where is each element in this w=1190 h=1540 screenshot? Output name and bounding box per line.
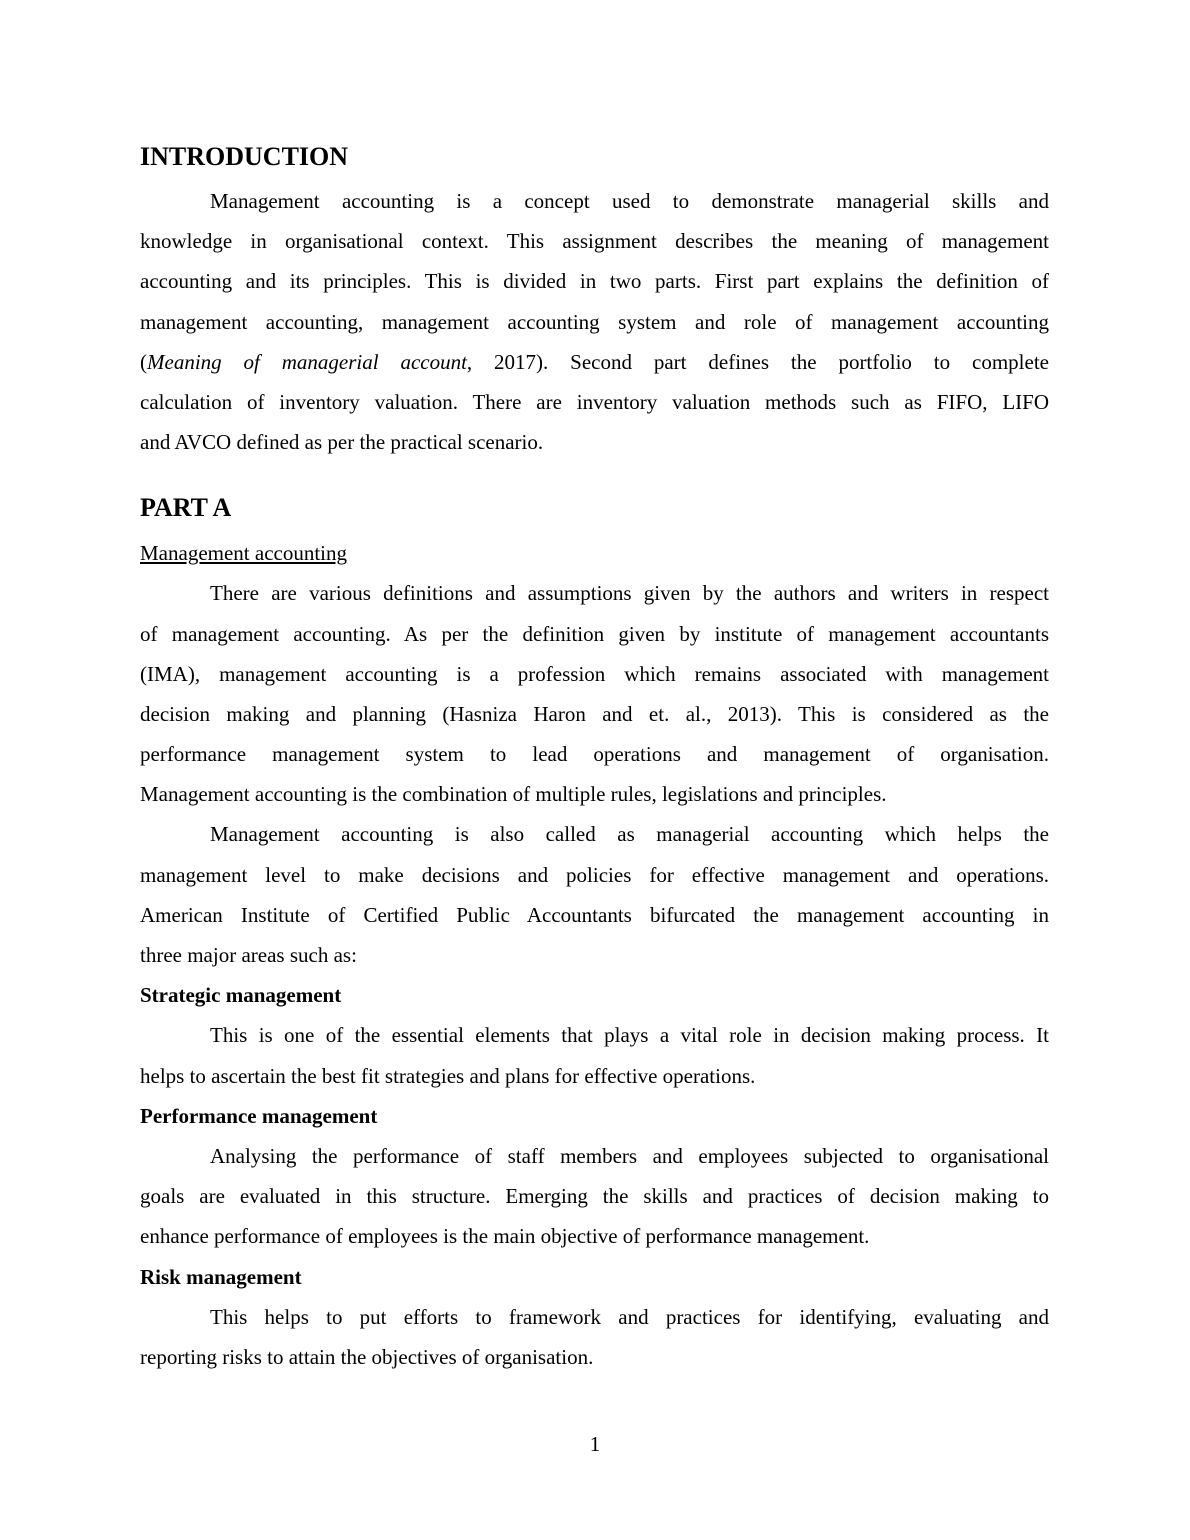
text-line: American Institute of Certified Public Accountants bifurcated the management accounting in <box>140 902 1049 927</box>
text-line: Management accounting is the combination of multiple rules, legislations and principles. <box>140 782 887 807</box>
introduction-paragraph <box>140 181 1049 462</box>
text-line: Management accounting is a concept used to demonstrate managerial skills and <box>210 189 1049 213</box>
text-line: three major areas such as: <box>140 943 357 967</box>
section-title: Risk management <box>140 1264 302 1289</box>
text-line: and AVCO defined as per the practical scenario. <box>140 430 544 455</box>
management-accounting-subheading: Management accounting <box>140 541 348 566</box>
document-page <box>140 137 1049 1377</box>
text-line: Analysing the performance of staff members and employees subjected to organisational <box>210 1143 1049 1168</box>
section-title: Strategic management <box>140 983 342 1008</box>
citation-title: Meaning of managerial account <box>147 349 467 374</box>
text-line: helps to ascertain the best fit strategies and plans for effective operations. <box>140 1063 756 1088</box>
text-line: There are various definitions and assumptions given by the authors and writers in respect <box>210 581 1049 606</box>
citation-line <box>140 342 1049 382</box>
text-line: knowledge in organisational context. This assignment describes the meaning of management <box>140 229 1049 254</box>
citation-rest: , 2017). Second part defines the portfolio to complete <box>466 349 1049 374</box>
text-line: performance management system to lead operations and management of organisation. <box>140 742 1049 767</box>
performance-management-section <box>140 1096 1049 1257</box>
text-line: enhance performance of employees is the main objective of performance management. <box>140 1224 870 1249</box>
text-line: Management accounting is also called as managerial accounting which helps the <box>210 822 1049 847</box>
text-line: (IMA), management accounting is a profession which remains associated with management <box>140 661 1049 686</box>
definition-paragraph <box>140 573 1049 814</box>
part-a-heading: PART A <box>140 493 232 523</box>
page-number: 1 <box>589 1432 601 1456</box>
section-title: Performance management <box>140 1103 378 1128</box>
text-line: calculation of inventory valuation. There are inventory valuation methods such as FIFO, LIFO <box>140 389 1049 414</box>
text-line: decision making and planning (Hasniza Haron and et. al., 2013). This is considered as the <box>140 701 1049 726</box>
text-line: reporting risks to attain the objectives of organisation. <box>140 1344 594 1369</box>
strategic-management-section <box>140 975 1049 1096</box>
text-line: goals are evaluated in this structure. Emerging the skills and practices of decision making to <box>140 1184 1049 1209</box>
text-line: management level to make decisions and policies for effective management and operations. <box>140 862 1049 887</box>
introduction-heading: INTRODUCTION <box>140 142 349 171</box>
areas-paragraph <box>140 814 1049 975</box>
text-line: This helps to put efforts to framework and practices for identifying, evaluating and <box>210 1304 1049 1329</box>
citation-open: ( <box>140 349 147 374</box>
text-line: of management accounting. As per the definition given by institute of management accountants <box>140 621 1049 646</box>
text-line: management accounting, management accounting system and role of management accounting <box>140 309 1049 334</box>
text-line: accounting and its principles. This is divided in two parts. First part explains the definition of <box>140 269 1049 294</box>
risk-management-section <box>140 1257 1049 1378</box>
text-line: This is one of the essential elements that plays a vital role in decision making process. It <box>210 1023 1049 1048</box>
